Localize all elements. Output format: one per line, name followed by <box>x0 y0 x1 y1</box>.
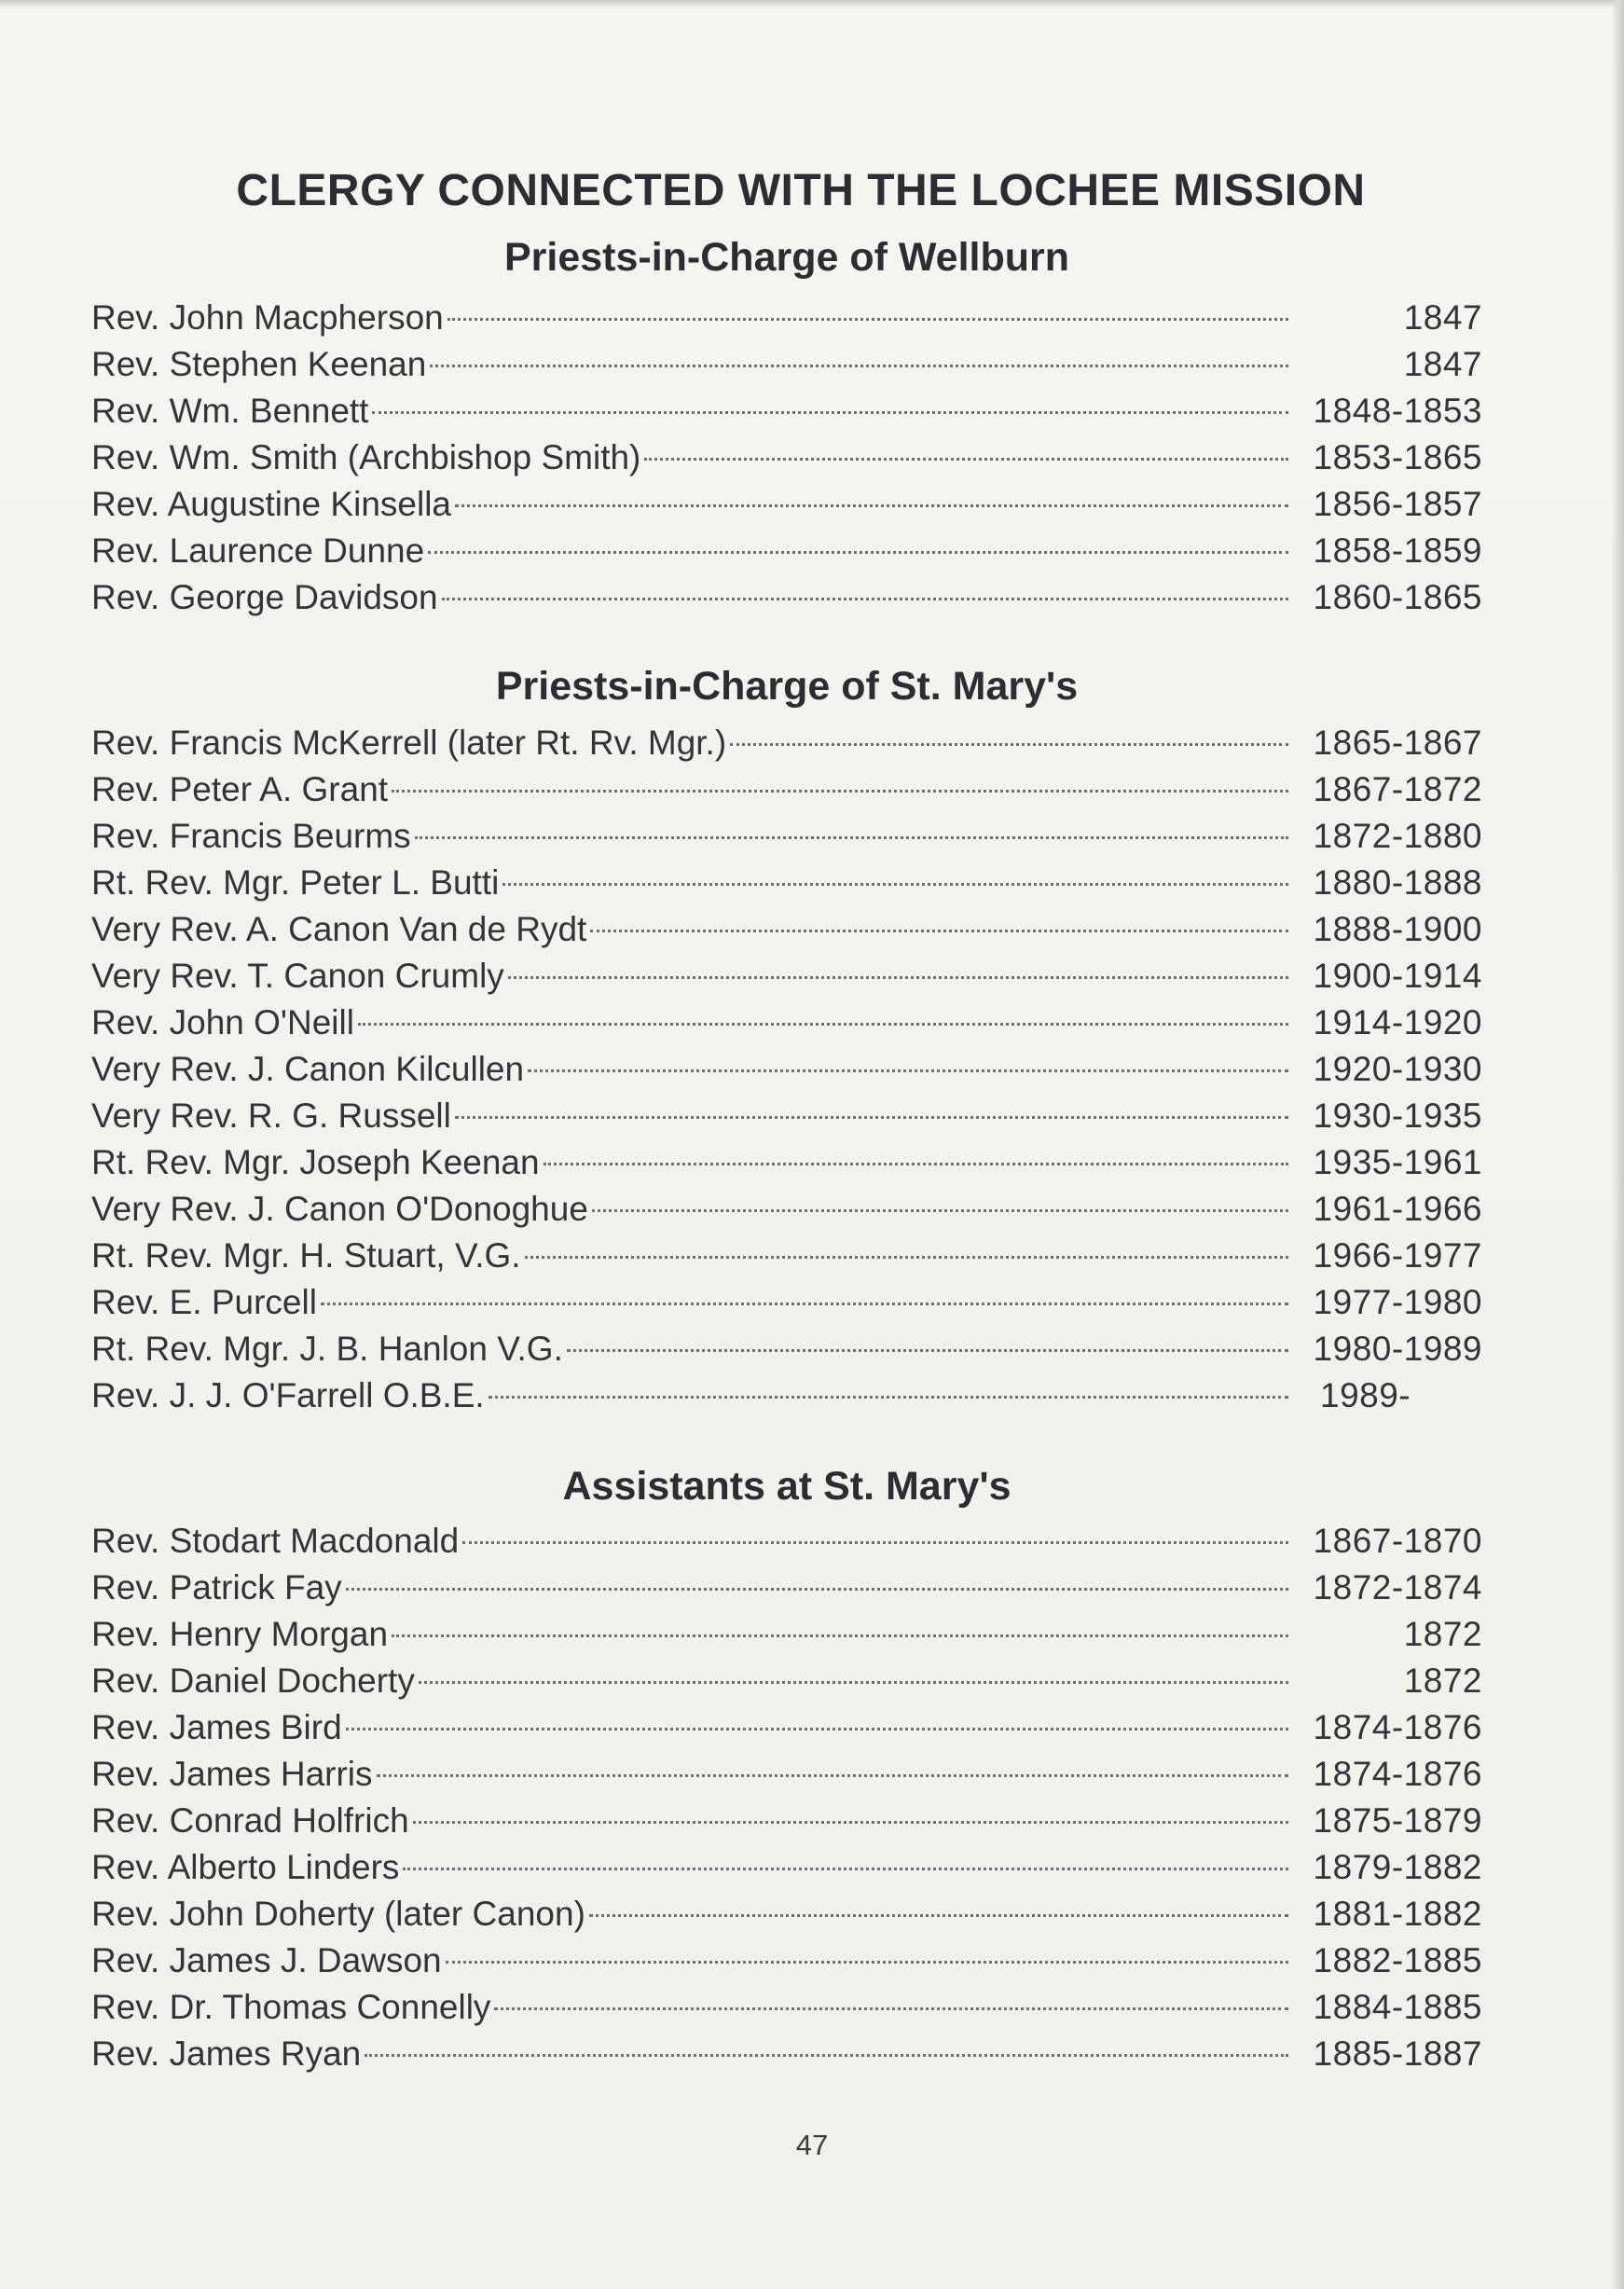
clergy-list <box>91 295 1482 621</box>
clergy-name: Rev. Francis Beurms <box>91 817 411 855</box>
clergy-list <box>91 1518 1482 2077</box>
service-years: 1867-1872 <box>1313 770 1482 808</box>
dot-leader <box>321 1303 1288 1305</box>
clergy-entry <box>91 1937 1482 1984</box>
dot-leader <box>592 1209 1288 1212</box>
clergy-entry <box>91 720 1482 766</box>
clergy-name: Rt. Rev. Mgr. J. B. Hanlon V.G. <box>91 1330 563 1368</box>
service-years: 1847 <box>1403 345 1482 383</box>
service-years: 1848-1853 <box>1313 392 1482 430</box>
dot-leader <box>358 1023 1288 1026</box>
service-years: 1980-1989 <box>1313 1330 1482 1368</box>
clergy-name: Rev. Patrick Fay <box>91 1568 342 1606</box>
page-right-edge <box>1611 0 1624 2289</box>
dot-leader <box>446 1961 1288 1964</box>
clergy-entry <box>91 2031 1482 2077</box>
dot-leader <box>365 2054 1288 2057</box>
service-years: 1966-1977 <box>1313 1236 1482 1275</box>
clergy-entry <box>91 1093 1482 1139</box>
clergy-entry <box>91 1751 1482 1798</box>
section-st-marys-priests <box>91 656 1482 1419</box>
clergy-entry <box>91 341 1482 388</box>
dot-leader <box>346 1588 1288 1591</box>
dot-leader <box>567 1349 1288 1352</box>
service-years: 1860-1865 <box>1313 578 1482 616</box>
service-years: 1920-1930 <box>1313 1050 1482 1088</box>
clergy-name: Very Rev. T. Canon Crumly <box>91 957 504 995</box>
page-number: 47 <box>795 2129 829 2161</box>
dot-leader <box>644 458 1288 461</box>
page-content <box>91 160 1482 2077</box>
clergy-entry <box>91 1372 1482 1419</box>
service-years: 1867-1870 <box>1313 1522 1482 1560</box>
service-years: 1977-1980 <box>1313 1283 1482 1321</box>
clergy-name: Rev. Conrad Holfrich <box>91 1801 409 1840</box>
clergy-name: Rev. John Doherty (later Canon) <box>91 1895 585 1933</box>
service-years: 1884-1885 <box>1313 1988 1482 2026</box>
service-years: 1888-1900 <box>1313 910 1482 948</box>
dot-leader <box>392 1634 1288 1637</box>
clergy-name: Very Rev. J. Canon Kilcullen <box>91 1050 525 1088</box>
clergy-entry <box>91 1798 1482 1844</box>
service-years: 1858-1859 <box>1313 531 1482 570</box>
dot-leader <box>462 1541 1288 1544</box>
clergy-name: Very Rev. A. Canon Van de Rydt <box>91 910 587 948</box>
service-years: 1935-1961 <box>1313 1143 1482 1181</box>
clergy-entry <box>91 1518 1482 1565</box>
dot-leader <box>455 1116 1288 1119</box>
service-years: 1874-1876 <box>1313 1708 1482 1746</box>
clergy-name: Rev. Laurence Dunne <box>91 531 425 570</box>
section-st-marys-assistants <box>91 1456 1482 2077</box>
service-years: 1874-1876 <box>1313 1755 1482 1793</box>
clergy-entry <box>91 1891 1482 1937</box>
dot-leader <box>442 598 1288 600</box>
service-years: 1885-1887 <box>1313 2034 1482 2073</box>
service-years: 1872-1880 <box>1313 817 1482 855</box>
page-top-edge <box>0 0 1624 9</box>
dot-leader <box>428 551 1288 554</box>
clergy-name: Rev. E. Purcell <box>91 1283 317 1321</box>
clergy-entry <box>91 1565 1482 1611</box>
clergy-name: Rev. Dr. Thomas Connelly <box>91 1988 491 2026</box>
dot-leader <box>528 1069 1288 1072</box>
dot-leader <box>494 2007 1288 2010</box>
clergy-name: Rev. Henry Morgan <box>91 1615 389 1653</box>
clergy-entry <box>91 1186 1482 1233</box>
clergy-entry <box>91 813 1482 860</box>
service-years: 1847 <box>1403 298 1482 337</box>
clergy-entry <box>91 1326 1482 1372</box>
dot-leader <box>377 1774 1288 1777</box>
clergy-name: Rev. Alberto Linders <box>91 1848 400 1886</box>
clergy-entry <box>91 766 1482 813</box>
clergy-name: Rev. James J. Dawson <box>91 1941 442 1979</box>
service-years: 1989- <box>1320 1376 1411 1414</box>
clergy-entry <box>91 1279 1482 1326</box>
clergy-entry <box>91 528 1482 574</box>
dot-leader <box>502 883 1288 886</box>
clergy-name: Rev. John Macpherson <box>91 298 444 337</box>
section-heading: Assistants at St. Mary's <box>562 1464 1012 1509</box>
service-years: 1930-1935 <box>1313 1096 1482 1135</box>
clergy-name: Very Rev. R. G. Russell <box>91 1096 451 1135</box>
service-years: 1853-1865 <box>1313 438 1482 476</box>
service-years: 1875-1879 <box>1313 1801 1482 1840</box>
clergy-entry <box>91 860 1482 906</box>
dot-leader <box>430 365 1288 367</box>
clergy-entry <box>91 1704 1482 1751</box>
service-years: 1961-1966 <box>1313 1190 1482 1228</box>
clergy-name: Rev. Stephen Keenan <box>91 345 427 383</box>
service-years: 1856-1857 <box>1313 485 1482 523</box>
dot-leader <box>525 1256 1288 1259</box>
clergy-name: Rt. Rev. Mgr. H. Stuart, V.G. <box>91 1236 521 1275</box>
service-years: 1900-1914 <box>1313 957 1482 995</box>
dot-leader <box>589 1914 1288 1917</box>
dot-leader <box>415 836 1288 839</box>
clergy-name: Rev. Wm. Smith (Archbishop Smith) <box>91 438 641 476</box>
dot-leader <box>419 1681 1288 1684</box>
clergy-list <box>91 720 1482 1419</box>
clergy-name: Very Rev. J. Canon O'Donoghue <box>91 1190 588 1228</box>
dot-leader <box>447 318 1288 321</box>
service-years: 1881-1882 <box>1313 1895 1482 1933</box>
clergy-entry <box>91 1844 1482 1891</box>
service-years: 1872 <box>1403 1615 1482 1653</box>
clergy-entry <box>91 481 1482 528</box>
clergy-name: Rt. Rev. Mgr. Joseph Keenan <box>91 1143 540 1181</box>
dot-leader <box>730 743 1288 746</box>
clergy-name: Rev. Francis McKerrell (later Rt. Rv. Mgr.) <box>91 724 727 762</box>
clergy-entry <box>91 295 1482 341</box>
dot-leader <box>508 976 1288 979</box>
dot-leader <box>346 1728 1288 1731</box>
clergy-name: Rev. Stodart Macdonald <box>91 1522 460 1560</box>
clergy-name: Rev. James Harris <box>91 1755 373 1793</box>
dot-leader <box>590 930 1288 932</box>
clergy-entry <box>91 1233 1482 1279</box>
dot-leader <box>544 1163 1288 1165</box>
clergy-entry <box>91 434 1482 481</box>
section-wellburn-priests <box>91 228 1482 621</box>
dot-leader <box>489 1396 1288 1399</box>
clergy-name: Rev. Augustine Kinsella <box>91 485 451 523</box>
service-years: 1914-1920 <box>1313 1003 1482 1041</box>
page-title: CLERGY CONNECTED WITH THE LOCHEE MISSION <box>236 166 1366 215</box>
clergy-entry <box>91 1139 1482 1186</box>
clergy-name: Rev. Peter A. Grant <box>91 770 389 808</box>
service-years: 1865-1867 <box>1313 724 1482 762</box>
section-heading: Priests-in-Charge of St. Mary's <box>495 664 1079 709</box>
service-years: 1880-1888 <box>1313 863 1482 902</box>
clergy-entry <box>91 1611 1482 1658</box>
clergy-name: Rev. John O'Neill <box>91 1003 354 1041</box>
clergy-name: Rt. Rev. Mgr. Peter L. Butti <box>91 863 500 902</box>
clergy-name: Rev. Daniel Docherty <box>91 1662 415 1700</box>
clergy-entry <box>91 906 1482 953</box>
service-years: 1879-1882 <box>1313 1848 1482 1886</box>
clergy-name: Rev. Wm. Bennett <box>91 392 369 430</box>
dot-leader <box>455 504 1288 507</box>
clergy-entry <box>91 574 1482 621</box>
dot-leader <box>413 1821 1288 1824</box>
dot-leader <box>372 411 1288 414</box>
clergy-entry <box>91 1046 1482 1093</box>
clergy-entry <box>91 953 1482 1000</box>
clergy-name: Rev. James Bird <box>91 1708 342 1746</box>
service-years: 1872-1874 <box>1313 1568 1482 1606</box>
section-heading: Priests-in-Charge of Wellburn <box>503 235 1070 280</box>
clergy-entry <box>91 1000 1482 1046</box>
clergy-entry <box>91 1984 1482 2031</box>
clergy-entry <box>91 1658 1482 1704</box>
clergy-entry <box>91 388 1482 434</box>
clergy-name: Rev. James Ryan <box>91 2034 362 2073</box>
dot-leader <box>403 1868 1288 1870</box>
clergy-name: Rev. J. J. O'Farrell O.B.E. <box>91 1376 485 1414</box>
dot-leader <box>392 790 1288 793</box>
service-years: 1872 <box>1403 1662 1482 1700</box>
clergy-name: Rev. George Davidson <box>91 578 438 616</box>
service-years: 1882-1885 <box>1313 1941 1482 1979</box>
